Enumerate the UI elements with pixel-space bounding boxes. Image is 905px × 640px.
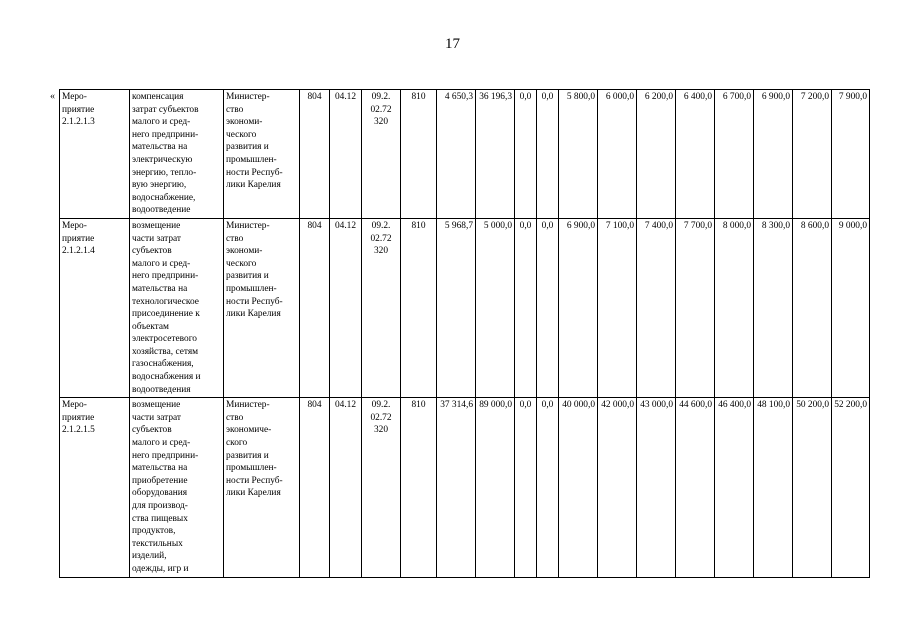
page-number: 17 — [445, 36, 460, 52]
funding-value-cell: 0,0 — [515, 398, 537, 577]
csr-code-cell: 09.2. 02.72 320 — [362, 218, 401, 397]
funding-value-cell: 5 000,0 — [476, 218, 515, 397]
table-row — [60, 218, 870, 397]
rzpr-code-cell: 04.12 — [330, 90, 362, 219]
funding-value-cell: 7 200,0 — [793, 90, 832, 219]
funding-value-cell: 7 100,0 — [598, 218, 637, 397]
opening-quote-mark: « — [50, 91, 55, 102]
funding-value-cell: 46 400,0 — [715, 398, 754, 577]
funding-value-cell: 7 900,0 — [832, 90, 870, 219]
responsible-ministry-cell: Министер- ство экономи- ческого развития и промышлен- ности Респуб- лики Карелия — [224, 90, 300, 219]
funding-value-cell: 6 200,0 — [637, 90, 676, 219]
funding-value-cell: 6 900,0 — [754, 90, 793, 219]
vr-code-cell: 810 — [401, 398, 437, 577]
funding-value-cell: 0,0 — [537, 218, 559, 397]
activity-description-cell: возмещение части затрат субъектов малого и сред- него предприни- мательства на приобретение оборудования для производ- ства пищевых продуктов, текстильных изделий, одежды, игр и — [130, 398, 224, 577]
vr-code-cell: 810 — [401, 90, 437, 219]
rzpr-code-cell: 04.12 — [330, 218, 362, 397]
activity-description-cell: компенсация затрат субъектов малого и сред- него предприни- мательства на электрическую энергию, тепло- вую энергию, водоснабжение, водоотведение — [130, 90, 224, 219]
funding-value-cell: 42 000,0 — [598, 398, 637, 577]
responsible-ministry-cell: Министер- ство экономиче- ского развития и промышлен- ности Респуб- лики Карелия — [224, 398, 300, 577]
funding-value-cell: 43 000,0 — [637, 398, 676, 577]
funding-value-cell: 0,0 — [537, 398, 559, 577]
funding-value-cell: 37 314,6 — [437, 398, 476, 577]
csr-code-cell: 09.2. 02.72 320 — [362, 398, 401, 577]
funding-value-cell: 7 400,0 — [637, 218, 676, 397]
funding-value-cell: 6 400,0 — [676, 90, 715, 219]
funding-value-cell: 50 200,0 — [793, 398, 832, 577]
funding-value-cell: 6 900,0 — [559, 218, 598, 397]
activity-title-cell: Меро- приятие 2.1.2.1.5 — [60, 398, 130, 577]
funding-value-cell: 7 700,0 — [676, 218, 715, 397]
funding-value-cell: 40 000,0 — [559, 398, 598, 577]
funding-value-cell: 89 000,0 — [476, 398, 515, 577]
funding-value-cell: 0,0 — [537, 90, 559, 219]
funding-value-cell: 6 700,0 — [715, 90, 754, 219]
grbs-code-cell: 804 — [300, 398, 330, 577]
funding-value-cell: 5 800,0 — [559, 90, 598, 219]
vr-code-cell: 810 — [401, 218, 437, 397]
funding-value-cell: 36 196,3 — [476, 90, 515, 219]
table-row — [60, 398, 870, 577]
table-row — [60, 90, 870, 219]
funding-value-cell: 0,0 — [515, 218, 537, 397]
csr-code-cell: 09.2. 02.72 320 — [362, 90, 401, 219]
funding-value-cell: 8 600,0 — [793, 218, 832, 397]
funding-value-cell: 8 000,0 — [715, 218, 754, 397]
grbs-code-cell: 804 — [300, 90, 330, 219]
activity-title-cell: Меро- приятие 2.1.2.1.4 — [60, 218, 130, 397]
funding-value-cell: 48 100,0 — [754, 398, 793, 577]
budget-table — [59, 89, 870, 578]
funding-value-cell: 52 200,0 — [832, 398, 870, 577]
grbs-code-cell: 804 — [300, 218, 330, 397]
rzpr-code-cell: 04.12 — [330, 398, 362, 577]
funding-value-cell: 9 000,0 — [832, 218, 870, 397]
responsible-ministry-cell: Министер- ство экономи- ческого развития и промышлен- ности Респуб- лики Карелия — [224, 218, 300, 397]
funding-value-cell: 4 650,3 — [437, 90, 476, 219]
funding-value-cell: 6 000,0 — [598, 90, 637, 219]
funding-value-cell: 8 300,0 — [754, 218, 793, 397]
funding-value-cell: 44 600,0 — [676, 398, 715, 577]
activity-description-cell: возмещение части затрат субъектов малого и сред- него предприни- мательства на технологическое присоединение к объектам электросетевого хозяйства, сетям газоснабжения, водоснабжения и водоотведения — [130, 218, 224, 397]
funding-value-cell: 5 968,7 — [437, 218, 476, 397]
activity-title-cell: Меро- приятие 2.1.2.1.3 — [60, 90, 130, 219]
funding-value-cell: 0,0 — [515, 90, 537, 219]
